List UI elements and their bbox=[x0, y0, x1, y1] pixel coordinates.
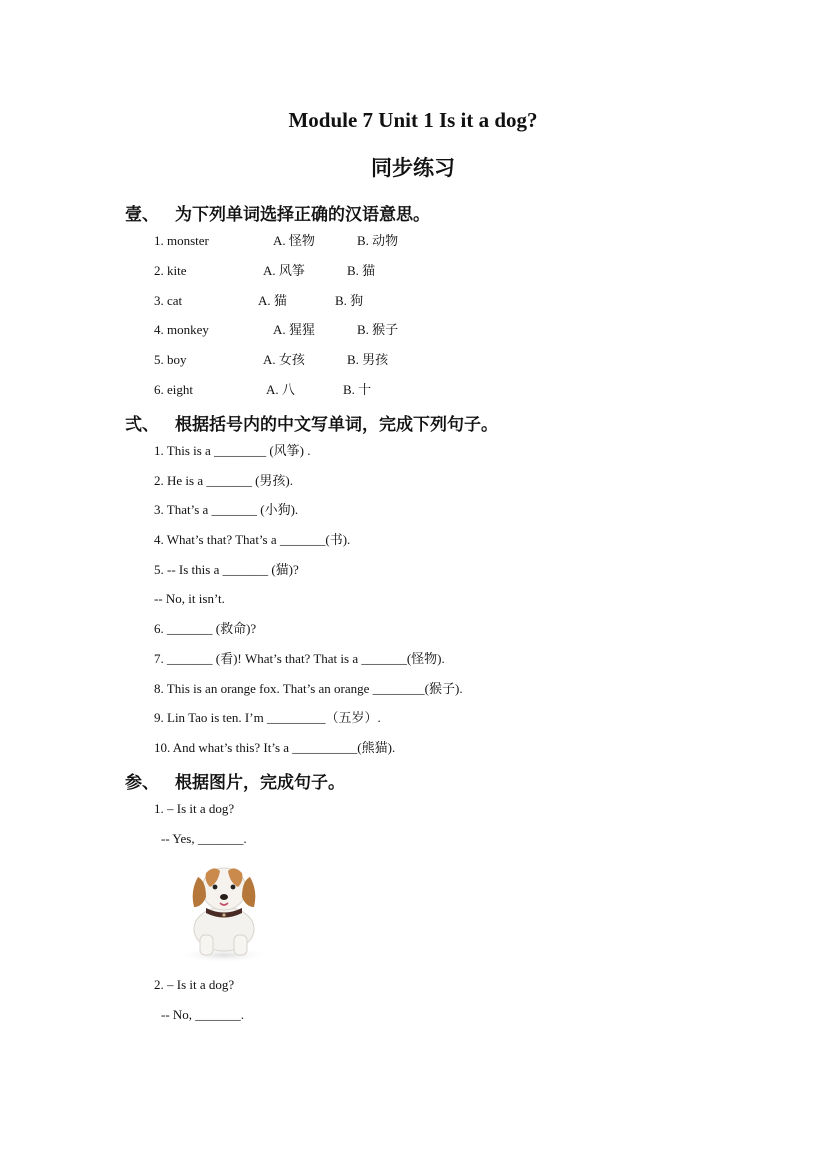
fill-line-3: 3. That’s a _______ (小狗). bbox=[154, 502, 299, 517]
q3-option-b: B. 狗 bbox=[335, 293, 364, 308]
q3-option-a: A. 猫 bbox=[258, 293, 287, 308]
q1-option-b: B. 动物 bbox=[357, 233, 399, 248]
q2-word: 2. kite bbox=[154, 263, 187, 278]
section-2-title: 根据括号内的中文写单词，完成下列句子。 bbox=[175, 415, 498, 435]
fill-line-9: 9. Lin Tao is ten. I’m _________（五岁）. bbox=[154, 710, 381, 725]
section-3-heading bbox=[125, 768, 345, 793]
picture-q1-answer: -- Yes, _______. bbox=[161, 831, 247, 846]
toy-dog-image bbox=[168, 855, 276, 963]
fill-line-5: 5. -- Is this a _______ (猫)? bbox=[154, 562, 299, 577]
q4-option-a: A. 猩猩 bbox=[273, 322, 315, 337]
q2-option-b: B. 猫 bbox=[347, 263, 376, 278]
q4-word: 4. monkey bbox=[154, 322, 209, 337]
fill-line-10: 10. And what’s this? It’s a __________(熊猫). bbox=[154, 740, 396, 755]
q2-option-a: A. 风筝 bbox=[263, 263, 305, 278]
picture-q1: 1. – Is it a dog? bbox=[154, 801, 235, 816]
fill-line-2: 2. He is a _______ (男孩). bbox=[154, 473, 294, 488]
page-subtitle: 同步练习 bbox=[371, 156, 455, 180]
section-3-number: 参、 bbox=[125, 773, 159, 793]
section-2-number: 弍、 bbox=[125, 415, 159, 435]
section-3-title: 根据图片，完成句子。 bbox=[175, 773, 345, 793]
q4-option-b: B. 猴子 bbox=[357, 322, 399, 337]
fill-line-8: 8. This is an orange fox. That’s an orange ________(猴子). bbox=[154, 681, 463, 696]
q6-word: 6. eight bbox=[154, 382, 193, 397]
q5-option-a: A. 女孩 bbox=[263, 352, 305, 367]
picture-q2-answer: -- No, _______. bbox=[161, 1007, 245, 1022]
picture-q2: 2. – Is it a dog? bbox=[154, 977, 235, 992]
q3-word: 3. cat bbox=[154, 293, 183, 308]
section-1-title: 为下列单词选择正确的汉语意思。 bbox=[175, 205, 430, 225]
fill-line-1: 1. This is a ________ (风筝) . bbox=[154, 443, 311, 458]
q5-option-b: B. 男孩 bbox=[347, 352, 389, 367]
section-2-heading bbox=[125, 410, 498, 435]
fill-line-5-answer: -- No, it isn’t. bbox=[154, 591, 225, 606]
q6-option-a: A. 八 bbox=[266, 382, 295, 397]
q5-word: 5. boy bbox=[154, 352, 187, 367]
page-title: Module 7 Unit 1 Is it a dog? bbox=[288, 108, 538, 132]
q6-option-b: B. 十 bbox=[343, 382, 372, 397]
q1-option-a: A. 怪物 bbox=[273, 233, 315, 248]
fill-line-6: 6. _______ (救命)? bbox=[154, 621, 257, 636]
section-1-heading bbox=[125, 200, 430, 225]
fill-line-4: 4. What’s that? That’s a _______(书). bbox=[154, 532, 351, 547]
fill-line-7: 7. _______ (看)! What’s that? That is a _______(怪物). bbox=[154, 651, 445, 666]
section-1-number: 壹、 bbox=[125, 205, 159, 225]
q1-word: 1. monster bbox=[154, 233, 209, 248]
